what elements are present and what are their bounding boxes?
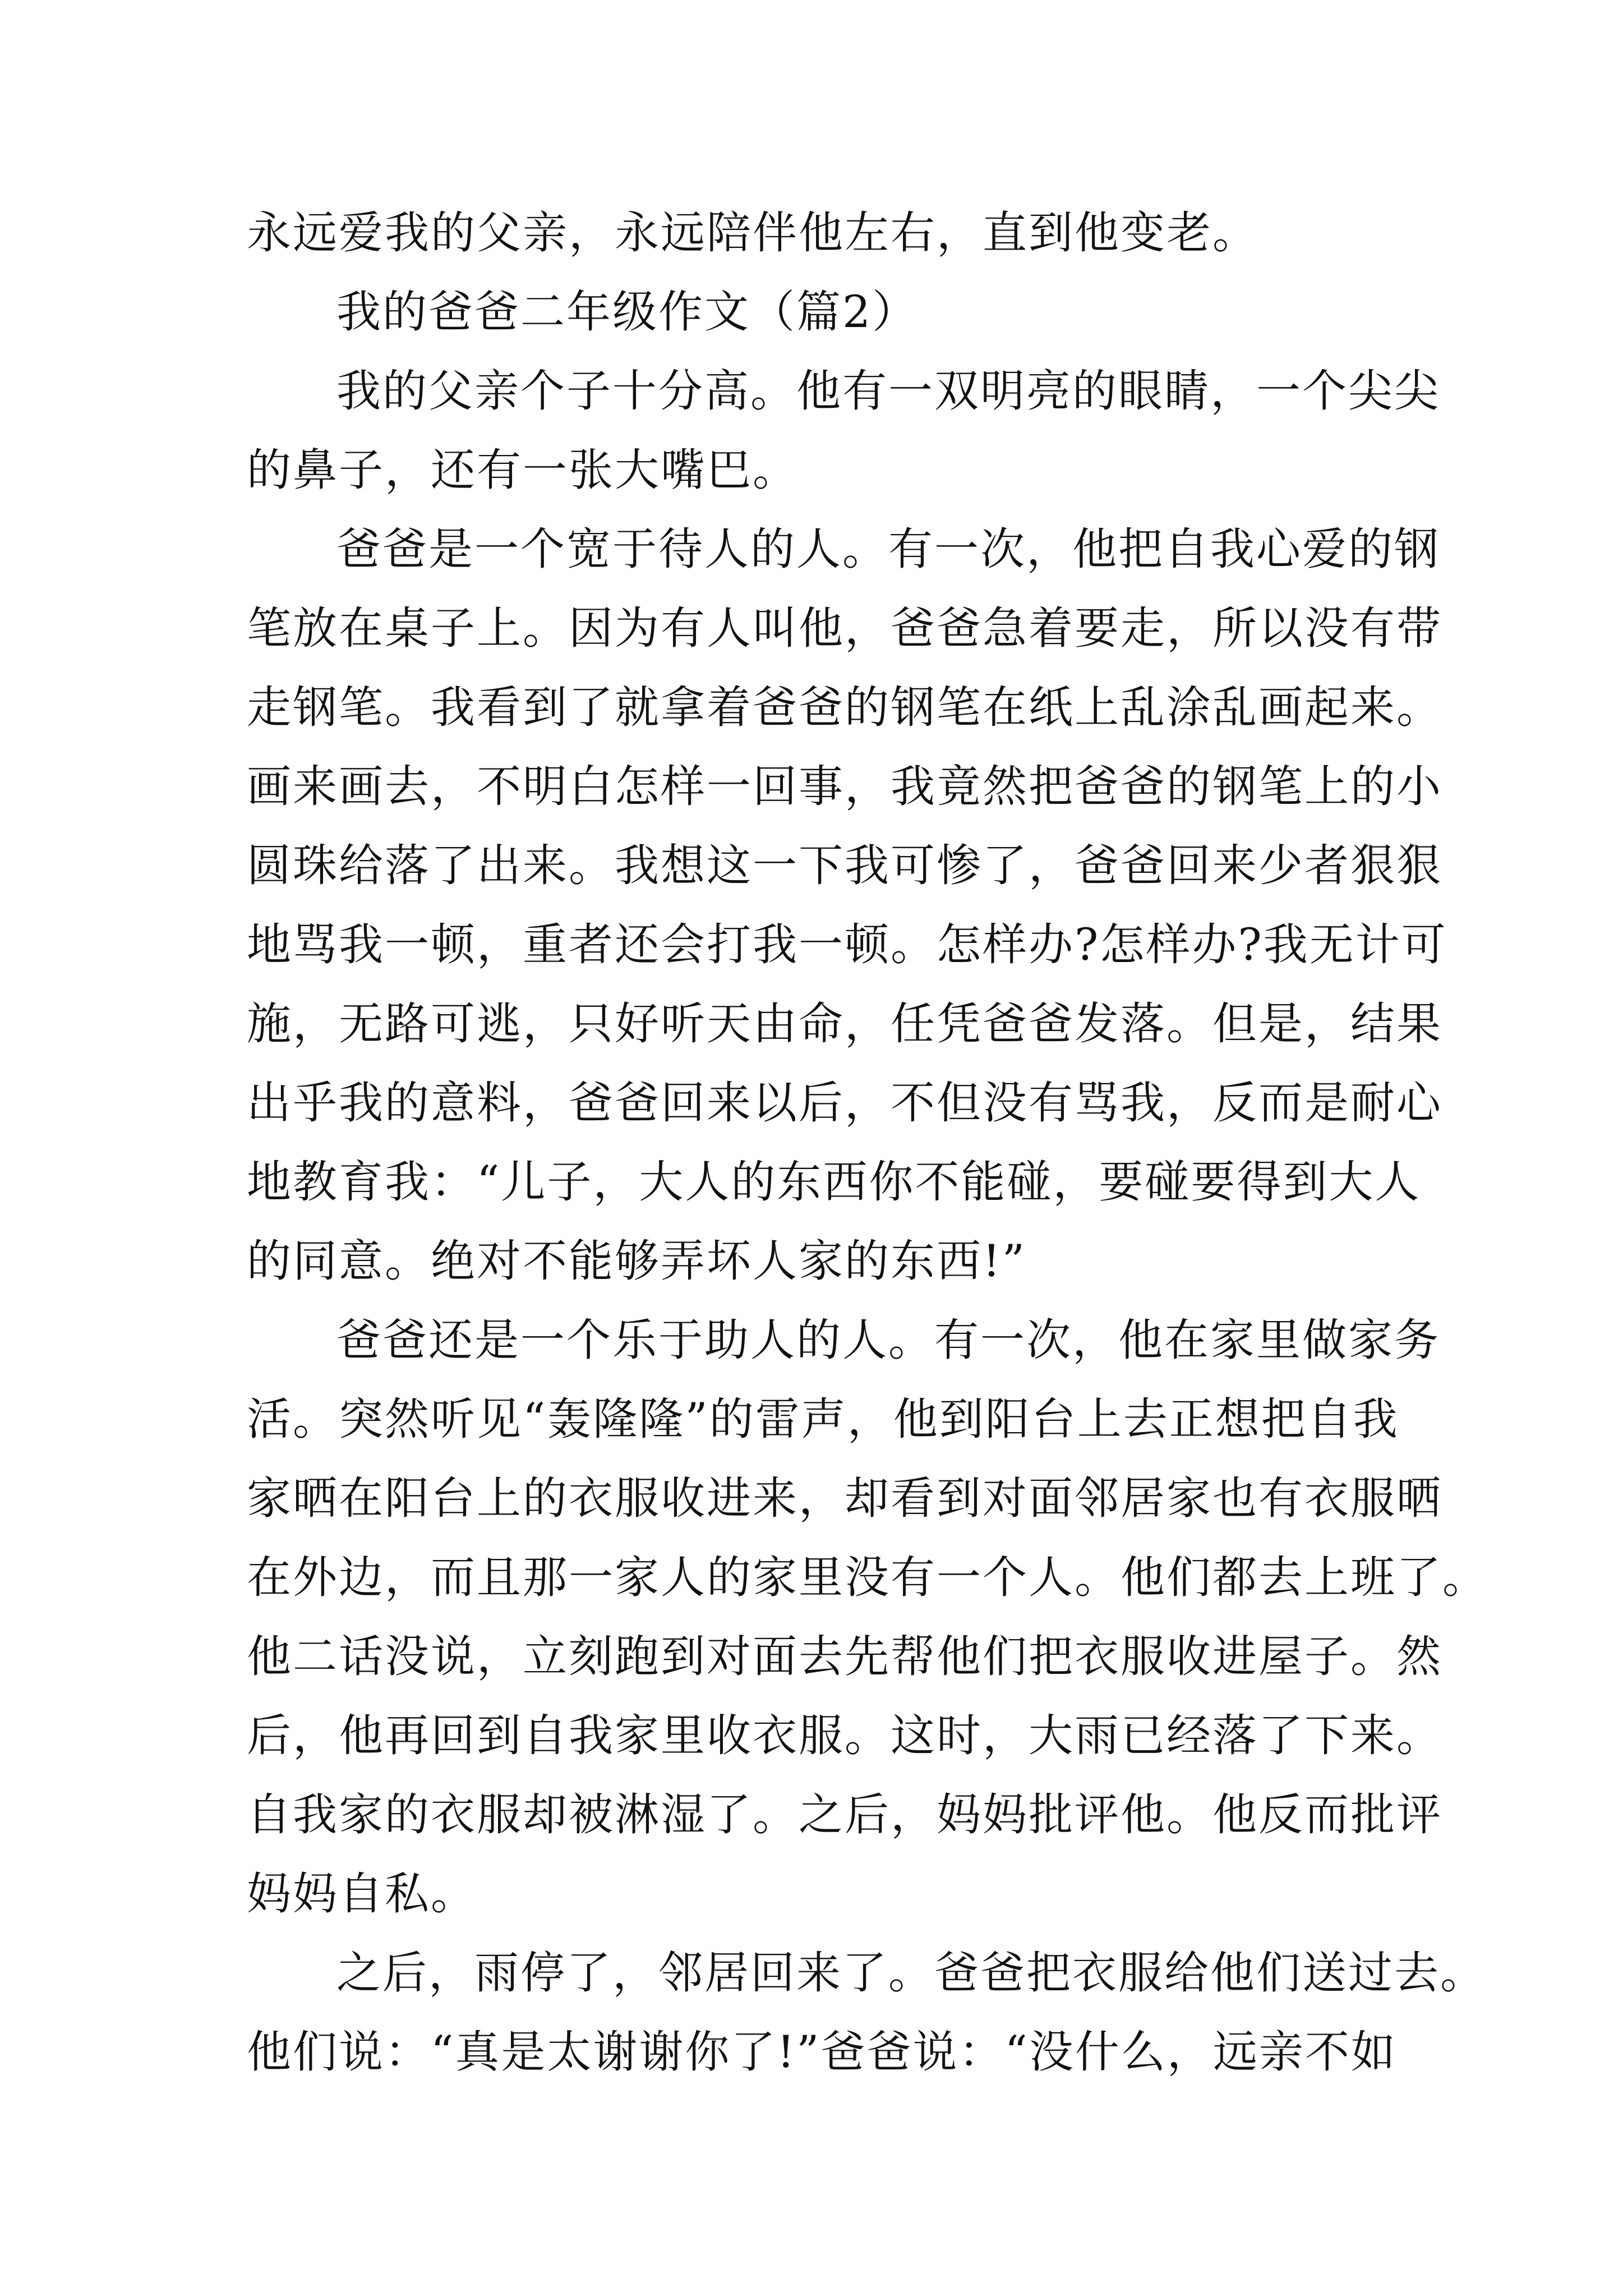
- text-line: 笔放在桌子上。因为有人叫他，爸爸急着要走，所以没有带: [247, 602, 1442, 654]
- text-line: 家晒在阳台上的衣服收进来，却看到对面邻居家也有衣服晒: [247, 1473, 1442, 1524]
- text-line: 的鼻子，还有一张大嘴巴。: [247, 444, 799, 496]
- text-line: 画来画去，不明白怎样一回事，我竟然把爸爸的钢笔上的小: [247, 761, 1442, 812]
- text-line: 他二话没说，立刻跑到对面去先帮他们把衣服收进屋子。然: [247, 1631, 1442, 1682]
- essay-title: 我的爸爸二年级作文（篇2）: [336, 286, 919, 338]
- text-line: 自我家的衣服却被淋湿了。之后，妈妈批评他。他反而批评: [247, 1789, 1442, 1841]
- text-line: 后，他再回到自我家里收衣服。这时，大雨已经落了下来。: [247, 1710, 1442, 1761]
- text-line: 地骂我一顿，重者还会打我一顿。怎样办?怎样办?我无计可: [247, 919, 1447, 970]
- text-line: 活。突然听见“轰隆隆”的雷声，他到阳台上去正想把自我: [247, 1393, 1399, 1445]
- text-line: 的同意。绝对不能够弄坏人家的东西!”: [247, 1235, 1027, 1287]
- text-line: 施，无路可逃，只好听天由命，任凭爸爸发落。但是，结果: [247, 998, 1442, 1050]
- text-line: 在外边，而且那一家人的家里没有一个人。他们都去上班了。: [247, 1552, 1488, 1603]
- text-line: 永远爱我的父亲，永远陪伴他左右，直到他变老。: [247, 207, 1258, 259]
- paragraph-start-line: 爸爸是一个宽于待人的人。有一次，他把自我心爱的钢: [336, 523, 1440, 575]
- paragraph-start-line: 爸爸还是一个乐于助人的人。有一次，他在家里做家务: [336, 1314, 1440, 1366]
- text-line: 地教育我：“儿子，大人的东西你不能碰，要碰要得到大人: [247, 1156, 1421, 1208]
- paragraph-start-line: 之后，雨停了，邻居回来了。爸爸把衣服给他们送过去。: [336, 1947, 1486, 1999]
- text-line: 他们说：“真是太谢谢你了!”爸爸说：“没什么，远亲不如: [247, 2026, 1397, 2078]
- text-line: 妈妈自私。: [247, 1868, 477, 1920]
- essay-body: [247, 194, 1488, 2092]
- text-line: 圆珠给落了出来。我想这一下我可惨了，爸爸回来少者狠狠: [247, 840, 1442, 891]
- text-line: 走钢笔。我看到了就拿着爸爸的钢笔在纸上乱涂乱画起来。: [247, 682, 1442, 733]
- paragraph-start-line: 我的父亲个子十分高。他有一双明亮的眼睛，一个尖尖: [336, 365, 1440, 417]
- text-line: 出乎我的意料，爸爸回来以后，不但没有骂我，反而是耐心: [247, 1077, 1442, 1129]
